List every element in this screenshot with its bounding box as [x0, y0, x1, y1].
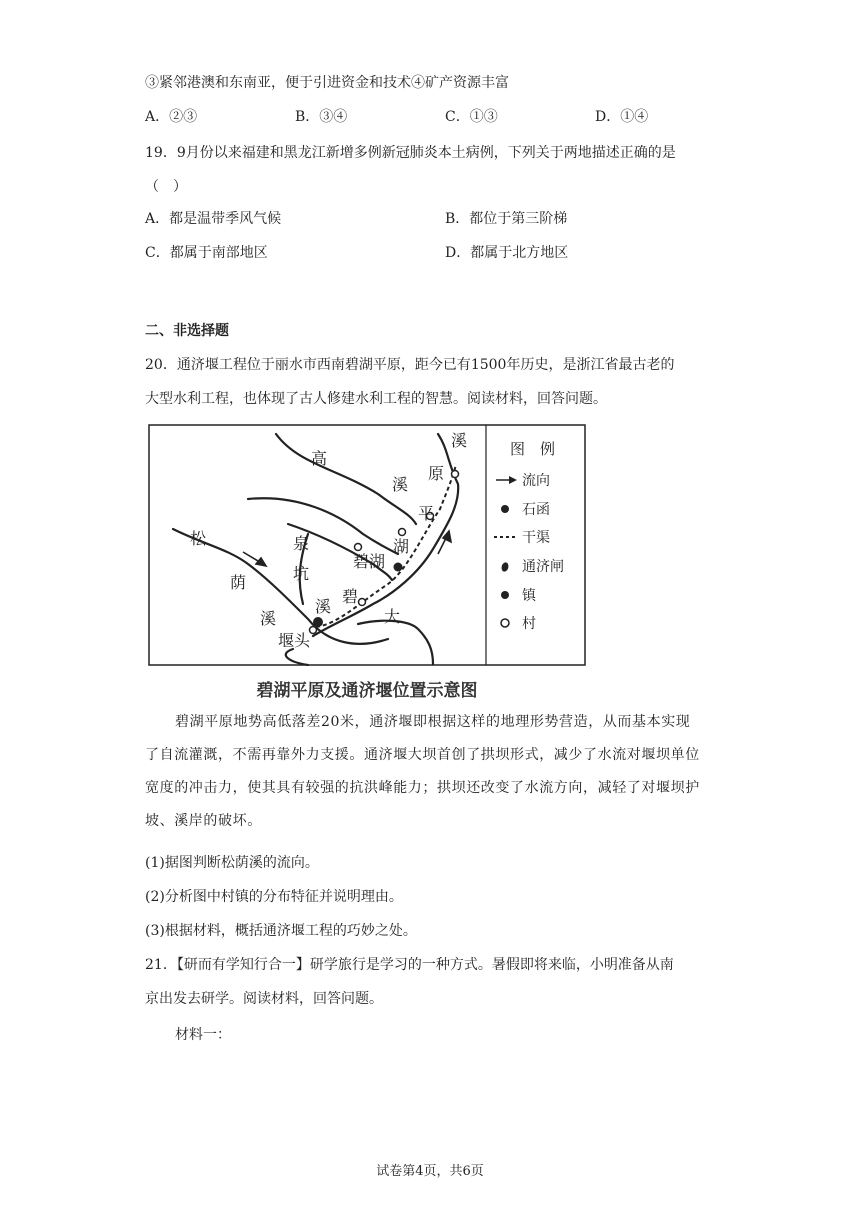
map-legend [494, 440, 564, 632]
section-title: 二、非选择题 [145, 323, 229, 339]
q20-sub-question-3: (3)根据材料，概括通济堰工程的巧妙之处。 [145, 923, 417, 939]
village-marker [359, 599, 366, 606]
legend-town-label: 镇 [522, 588, 536, 604]
page-footer: 试卷第4页，共6页 [376, 1164, 484, 1179]
label-xi-top: 溪 [451, 431, 468, 450]
bihu-plain-map [148, 424, 586, 666]
q21-stem-line2: 京出发去研学。阅读材料，回答问题。 [145, 991, 383, 1007]
tongji-gate-marker [313, 617, 323, 627]
village-marker [355, 544, 362, 551]
legend-canal-label: 干渠 [522, 530, 550, 546]
legend-flow-head [509, 476, 517, 484]
q20-sub-question-2: (2)分析图中村镇的分布特征并说明理由。 [145, 889, 403, 905]
label-bihu: 碧湖 [353, 552, 386, 571]
q19-option-c: C．都属于南部地区 [145, 245, 268, 261]
q19-paren: （ ） [145, 179, 187, 195]
label-yantou: 堰头 [278, 631, 311, 650]
q20-stem-line1: 20．通济堰工程位于丽水市西南碧湖平原，距今已有1500年历史，是浙江省最古老的 [145, 357, 675, 373]
q18-option-c: C．①③ [445, 109, 498, 125]
legend-shihan-label: 石函 [522, 502, 550, 518]
q19-option-b: B．都位于第三阶梯 [445, 211, 568, 227]
q18-item-line: ③紧邻港澳和东南亚，便于引进资金和技术④矿产资源丰富 [145, 75, 509, 91]
material-line: 宽度的冲击力，使其具有较强的抗洪峰能力；拱坝还改变了水流方向，减轻了对堰坝护 [145, 780, 700, 796]
legend-village-symbol [501, 619, 509, 627]
q20-stem-line2: 大型水利工程，也体现了古人修建水利工程的智慧。阅读材料，回答问题。 [145, 391, 607, 407]
legend-title: 图 例 [510, 440, 556, 458]
q20-sub-question-1: (1)据图判断松荫溪的流向。 [145, 855, 319, 871]
town-marker [394, 563, 403, 572]
material-line: 了自流灌溉，不需再靠外力支援。通济堰大坝首创了拱坝形式，减少了水流对堰坝单位 [145, 747, 700, 763]
label-song: 松 [190, 529, 207, 548]
material-line: 碧湖平原地势高低落差20米，通济堰即根据这样的地理形势营造，从而基本实现 [175, 714, 691, 730]
river-line [248, 498, 398, 554]
label-xi2: 溪 [392, 475, 409, 494]
label-xi4: 溪 [315, 597, 332, 616]
label-da: 大 [384, 607, 401, 626]
legend-village-label: 村 [522, 616, 536, 632]
label-kang: 坑 [293, 564, 310, 583]
q19-option-a: A．都是温带季风气候 [145, 211, 282, 227]
q21-stem-line1: 21．【研而有学知行合一】研学旅行是学习的一种方式。暑假即将来临，小明准备从南 [145, 957, 674, 973]
legend-shihan-symbol [501, 505, 509, 513]
label-gao: 高 [311, 449, 328, 468]
legend-gate-symbol [502, 562, 509, 571]
q21-material-label: 材料一： [175, 1027, 231, 1043]
river-line [286, 649, 308, 665]
q19-stem: 19．9月份以来福建和黑龙江新增多例新冠肺炎本土病例，下列关于两地描述正确的是 [145, 145, 676, 161]
map-caption: 碧湖平原及通济堰位置示意图 [256, 681, 478, 701]
label-hu: 湖 [393, 537, 410, 556]
material-line: 坡、溪岸的破坏。 [145, 813, 262, 829]
map-frame [149, 425, 585, 665]
label-bi: 碧 [342, 587, 359, 606]
village-marker [452, 471, 459, 478]
q18-option-a: A．②③ [145, 109, 198, 125]
q20-material [145, 706, 745, 838]
q18-option-b: B．③④ [295, 109, 348, 125]
label-xi3: 溪 [260, 609, 277, 628]
village-marker [399, 529, 406, 536]
flow-arrow-head [256, 558, 266, 566]
legend-town-symbol [501, 591, 509, 599]
label-yin: 荫 [230, 573, 247, 592]
label-yuan: 原 [428, 464, 445, 483]
legend-flow-label: 流向 [522, 473, 550, 489]
label-quan: 泉 [293, 534, 310, 553]
label-ping: 平 [418, 504, 435, 523]
q18-option-d: D．①④ [595, 109, 649, 125]
legend-gate-label: 通济闸 [522, 559, 564, 575]
village-marker [310, 627, 317, 634]
q19-option-d: D．都属于北方地区 [445, 245, 569, 261]
